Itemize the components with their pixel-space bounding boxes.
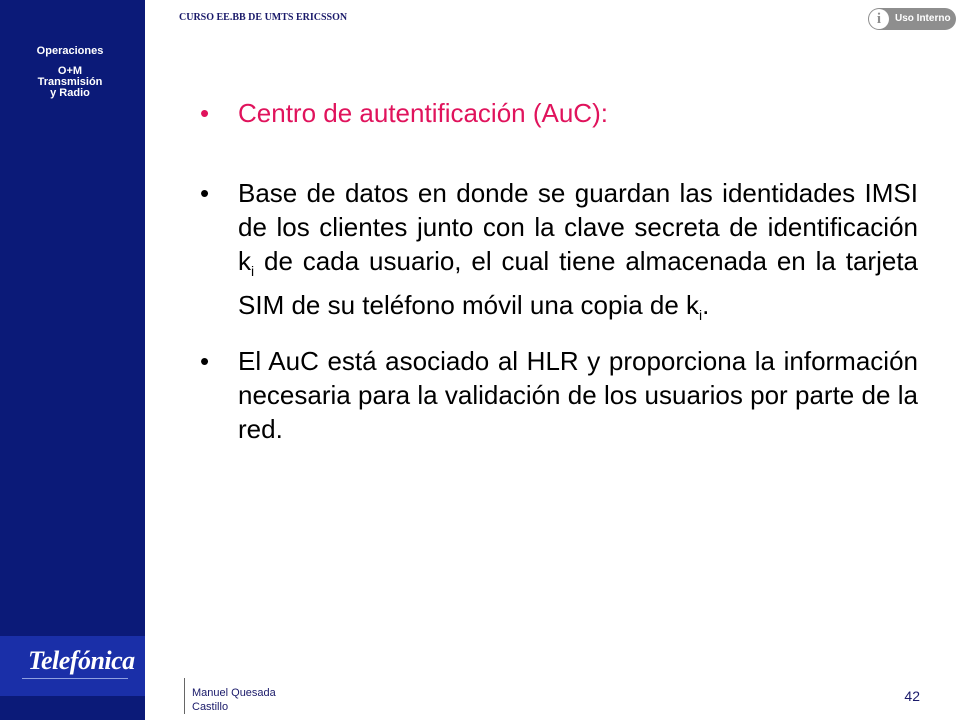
sidebar-subtitle-radio: y Radio [50,87,90,99]
sidebar-subtitle-transmision: Transmisión [37,76,103,88]
footer-divider [184,678,185,714]
footer-author [192,686,276,714]
paragraph-2 [200,344,918,446]
logo-underline [22,678,128,679]
slide-content [200,96,918,446]
sidebar [0,0,145,720]
page-number: 42 [904,688,920,704]
heading-item [200,96,918,130]
subscript-i: i [251,263,255,280]
bullet: • [200,98,210,128]
para1-text-cont: de cada usuario, el cual tiene almacenada en la tarjeta SIM de su teléfono móvil una copia de k [238,246,918,321]
bullet: • [200,346,210,377]
sidebar-subtitle-om: O+M [57,65,83,77]
para1-text: Base de datos en donde se guardan las identidades IMSI de los clientes junto con la clave secreta de identificación k [238,178,918,276]
badge-label: Uso Interno [895,13,951,24]
para2-text: El AuC está asociado al HLR y proporciona la información necesaria para la validación de los usuarios por parte de la red. [238,346,918,445]
author-name: Manuel Quesada [192,687,276,699]
course-title: CURSO EE.BB DE UMTS ERICSSON [179,12,348,23]
slide-heading: Centro de autentificación (AuC): [238,98,608,128]
subscript-i: i [699,307,703,324]
paragraph-1 [200,176,918,332]
sidebar-title-operaciones: Operaciones [36,45,104,57]
para1-end: . [702,290,710,321]
bullet: • [200,178,210,208]
info-icon: i [869,9,889,29]
uso-interno-badge [868,8,956,30]
author-surname: Castillo [192,701,229,713]
telefonica-logo: Telefónica [28,646,135,675]
